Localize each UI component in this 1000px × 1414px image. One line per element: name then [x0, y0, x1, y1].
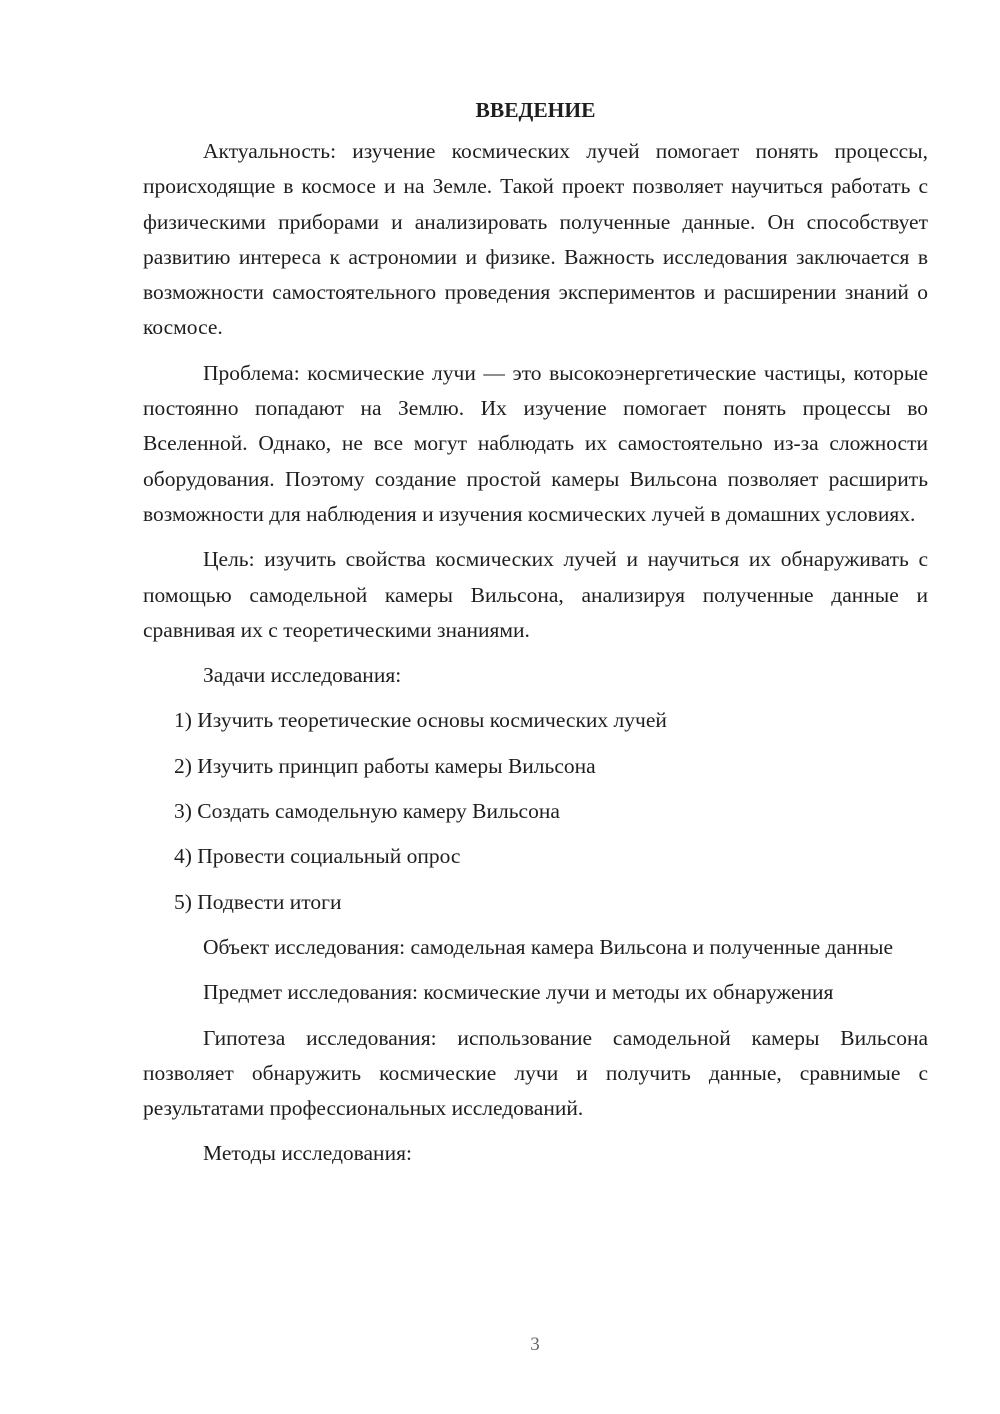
page-number: 3 [530, 1334, 540, 1355]
tasks-heading: Задачи исследования: [203, 663, 402, 688]
hypothesis-paragraph: Гипотеза исследования: использование самодельной камеры Вильсона позволяет обнаружить космические лучи и получить данные, сравнимые с результатами профессиональных исследований. [143, 1025, 928, 1121]
task-item-2: 2) Изучить принцип работы камеры Вильсона [174, 753, 596, 778]
task-item-1: 1) Изучить теоретические основы космических лучей [174, 708, 667, 733]
methods-heading: Методы исследования: [203, 1141, 412, 1166]
object-paragraph: Объект исследования: самодельная камера Вильсона и полученные данные [203, 934, 893, 959]
task-item-4: 4) Провести социальный опрос [174, 844, 461, 869]
page-title: ВВЕДЕНИЕ [475, 98, 596, 122]
document-page [143, 92, 928, 1182]
problem-paragraph: Проблема: космические лучи — это высокоэнергетические частицы, которые постоянно попадают на Землю. Их изучение помогает понять процессы во Вселенной. Однако, не все могут наблюдать их самостоятельно из-за сложности оборудования. Поэтому создание простой камеры Вильсона позволяет расширить возможности для наблюдения и изучения космических лучей в домашних условиях. [143, 360, 928, 526]
tasks-list [143, 703, 928, 919]
task-item-3: 3) Создать самодельную камеру Вильсона [174, 799, 560, 824]
task-item-5: 5) Подвести итоги [174, 889, 342, 914]
goal-paragraph: Цель: изучить свойства космических лучей и научиться их обнаруживать с помощью самодельной камеры Вильсона, анализируя полученные данные и сравнивая их с теоретическими знаниями. [143, 547, 928, 642]
subject-paragraph: Предмет исследования: космические лучи и методы их обнаружения [203, 980, 834, 1005]
relevance-paragraph: Актуальность: изучение космических лучей помогает понять процессы, происходящие в космосе и на Земле. Такой проект позволяет научиться работать с физическими приборами и анализировать полученные данные. Он способствует развитию интереса к астрономии и физике. Важность исследования заключается в возможности самостоятельного проведения экспериментов и расширении знаний о космосе. [143, 139, 928, 340]
